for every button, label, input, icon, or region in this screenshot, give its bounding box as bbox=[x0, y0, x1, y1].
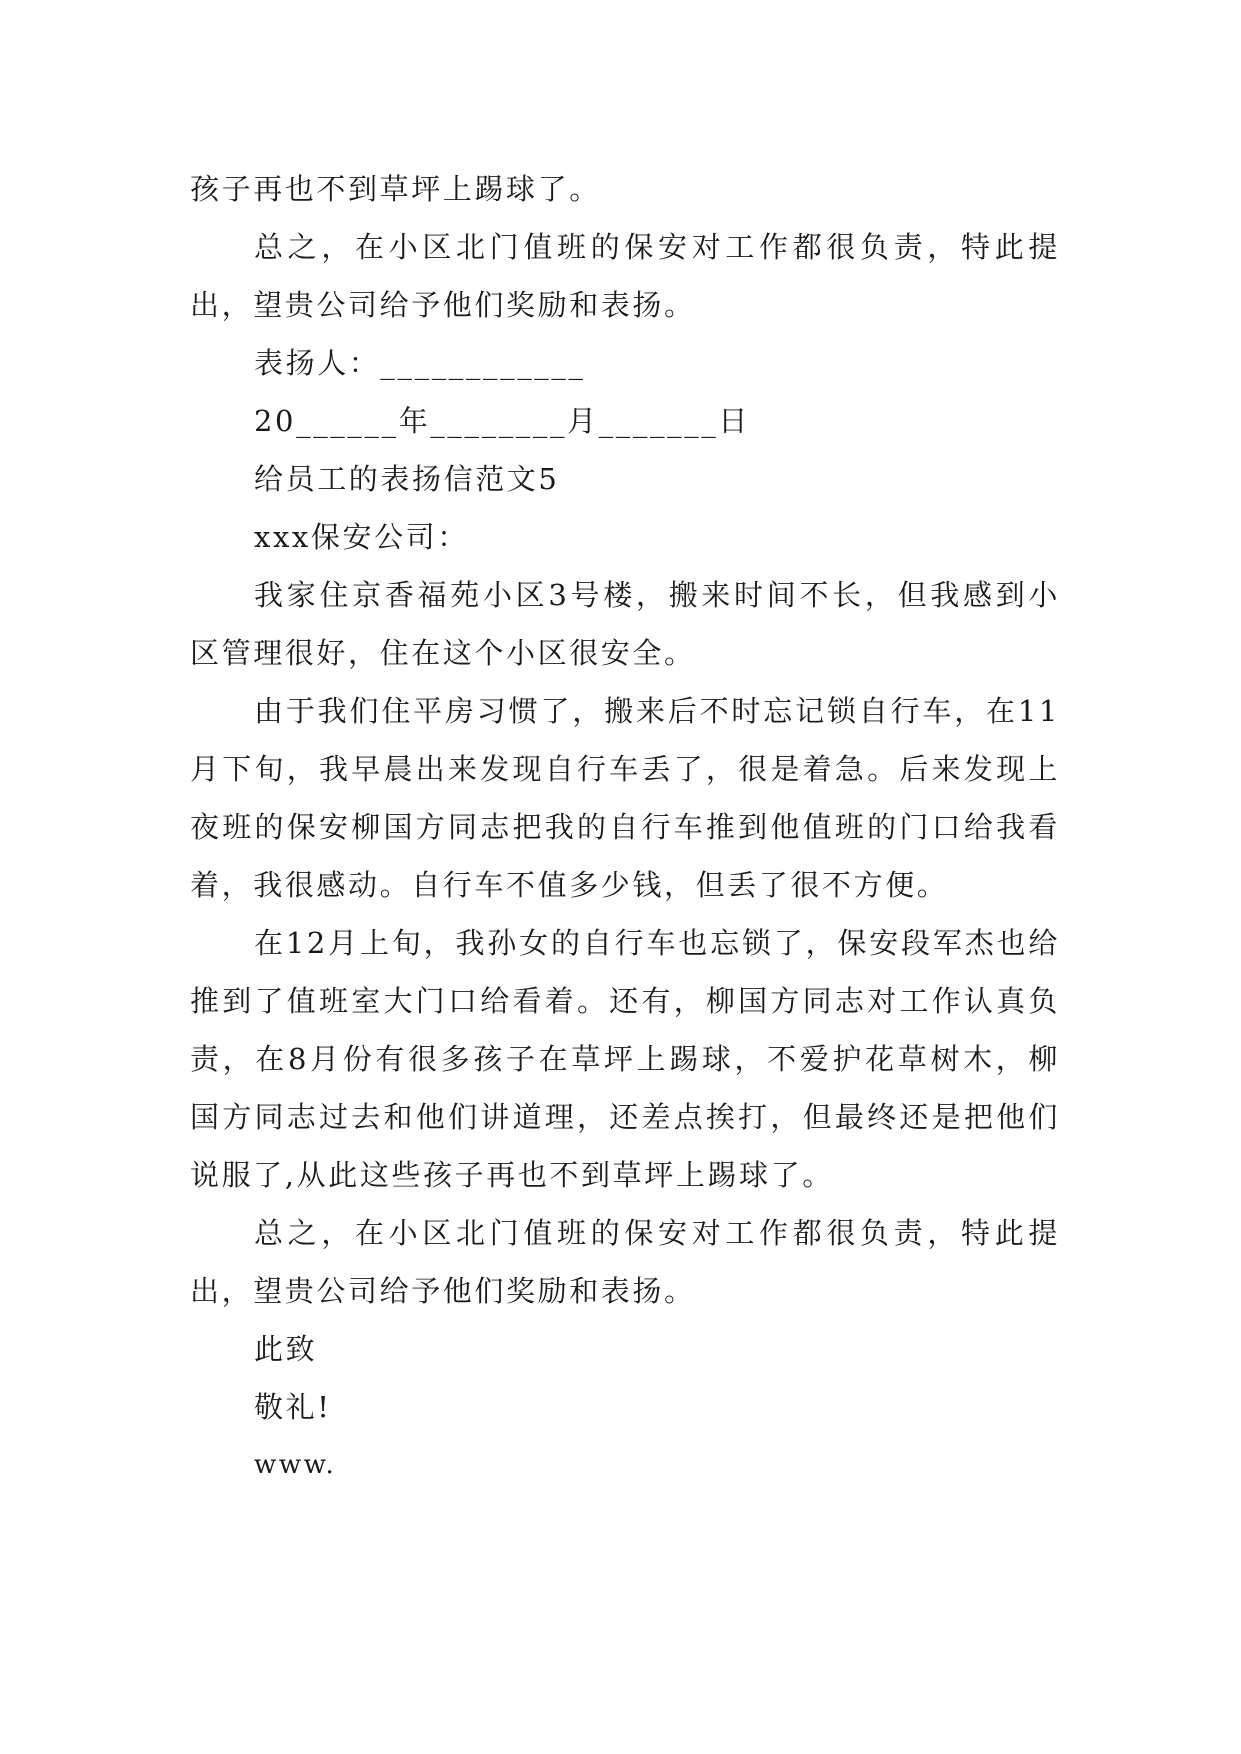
paragraph-summary-2: 总之，在小区北门值班的保安对工作都很负责，特此提出，望贵公司给予他们奖励和表扬。 bbox=[190, 1216, 1060, 1308]
paragraph-granddaughter: 在12月上旬，我孙女的自行车也忘锁了，保安段军杰也给推到了值班室大门口给看着。还有，柳国方同志对工作认真负责，在8月份有很多孩子在草坪上踢球，不爱护花草树木，柳国方同志过去和他们讲道理，还差点挨打，但最终还是把他们说服了,从此这些孩子再也不到草坪上踢球了。 bbox=[190, 926, 1060, 1192]
signer-line: 表扬人：____________ bbox=[254, 346, 586, 380]
footer-www: www. bbox=[254, 1450, 337, 1480]
paragraph-bicycle: 由于我们住平房习惯了，搬来后不时忘记锁自行车，在11月下旬，我早晨出来发现自行车丢了，很是着急。后来发现上夜班的保安柳国方同志把我的自行车推到他值班的门口给我看着，我很感动。自行车不值多少钱，但丢了很不方便。 bbox=[190, 694, 1060, 902]
salutation: xxx保安公司： bbox=[254, 520, 469, 554]
paragraph-summary: 总之，在小区北门值班的保安对工作都很负责，特此提出，望贵公司给予他们奖励和表扬。 bbox=[190, 230, 1060, 322]
closing-jing-li: 敬礼! bbox=[254, 1390, 332, 1424]
letter-body bbox=[190, 160, 1060, 1494]
section-title: 给员工的表扬信范文5 bbox=[254, 462, 560, 496]
paragraph-intro: 我家住京香福苑小区3号楼，搬来时间不长，但我感到小区管理很好，住在这个小区很安全。 bbox=[190, 578, 1060, 670]
closing-ci-zhi: 此致 bbox=[254, 1332, 318, 1366]
date-line: 20______年________月_______日 bbox=[254, 404, 751, 438]
paragraph-continuation: 孩子再也不到草坪上踢球了。 bbox=[190, 172, 601, 206]
